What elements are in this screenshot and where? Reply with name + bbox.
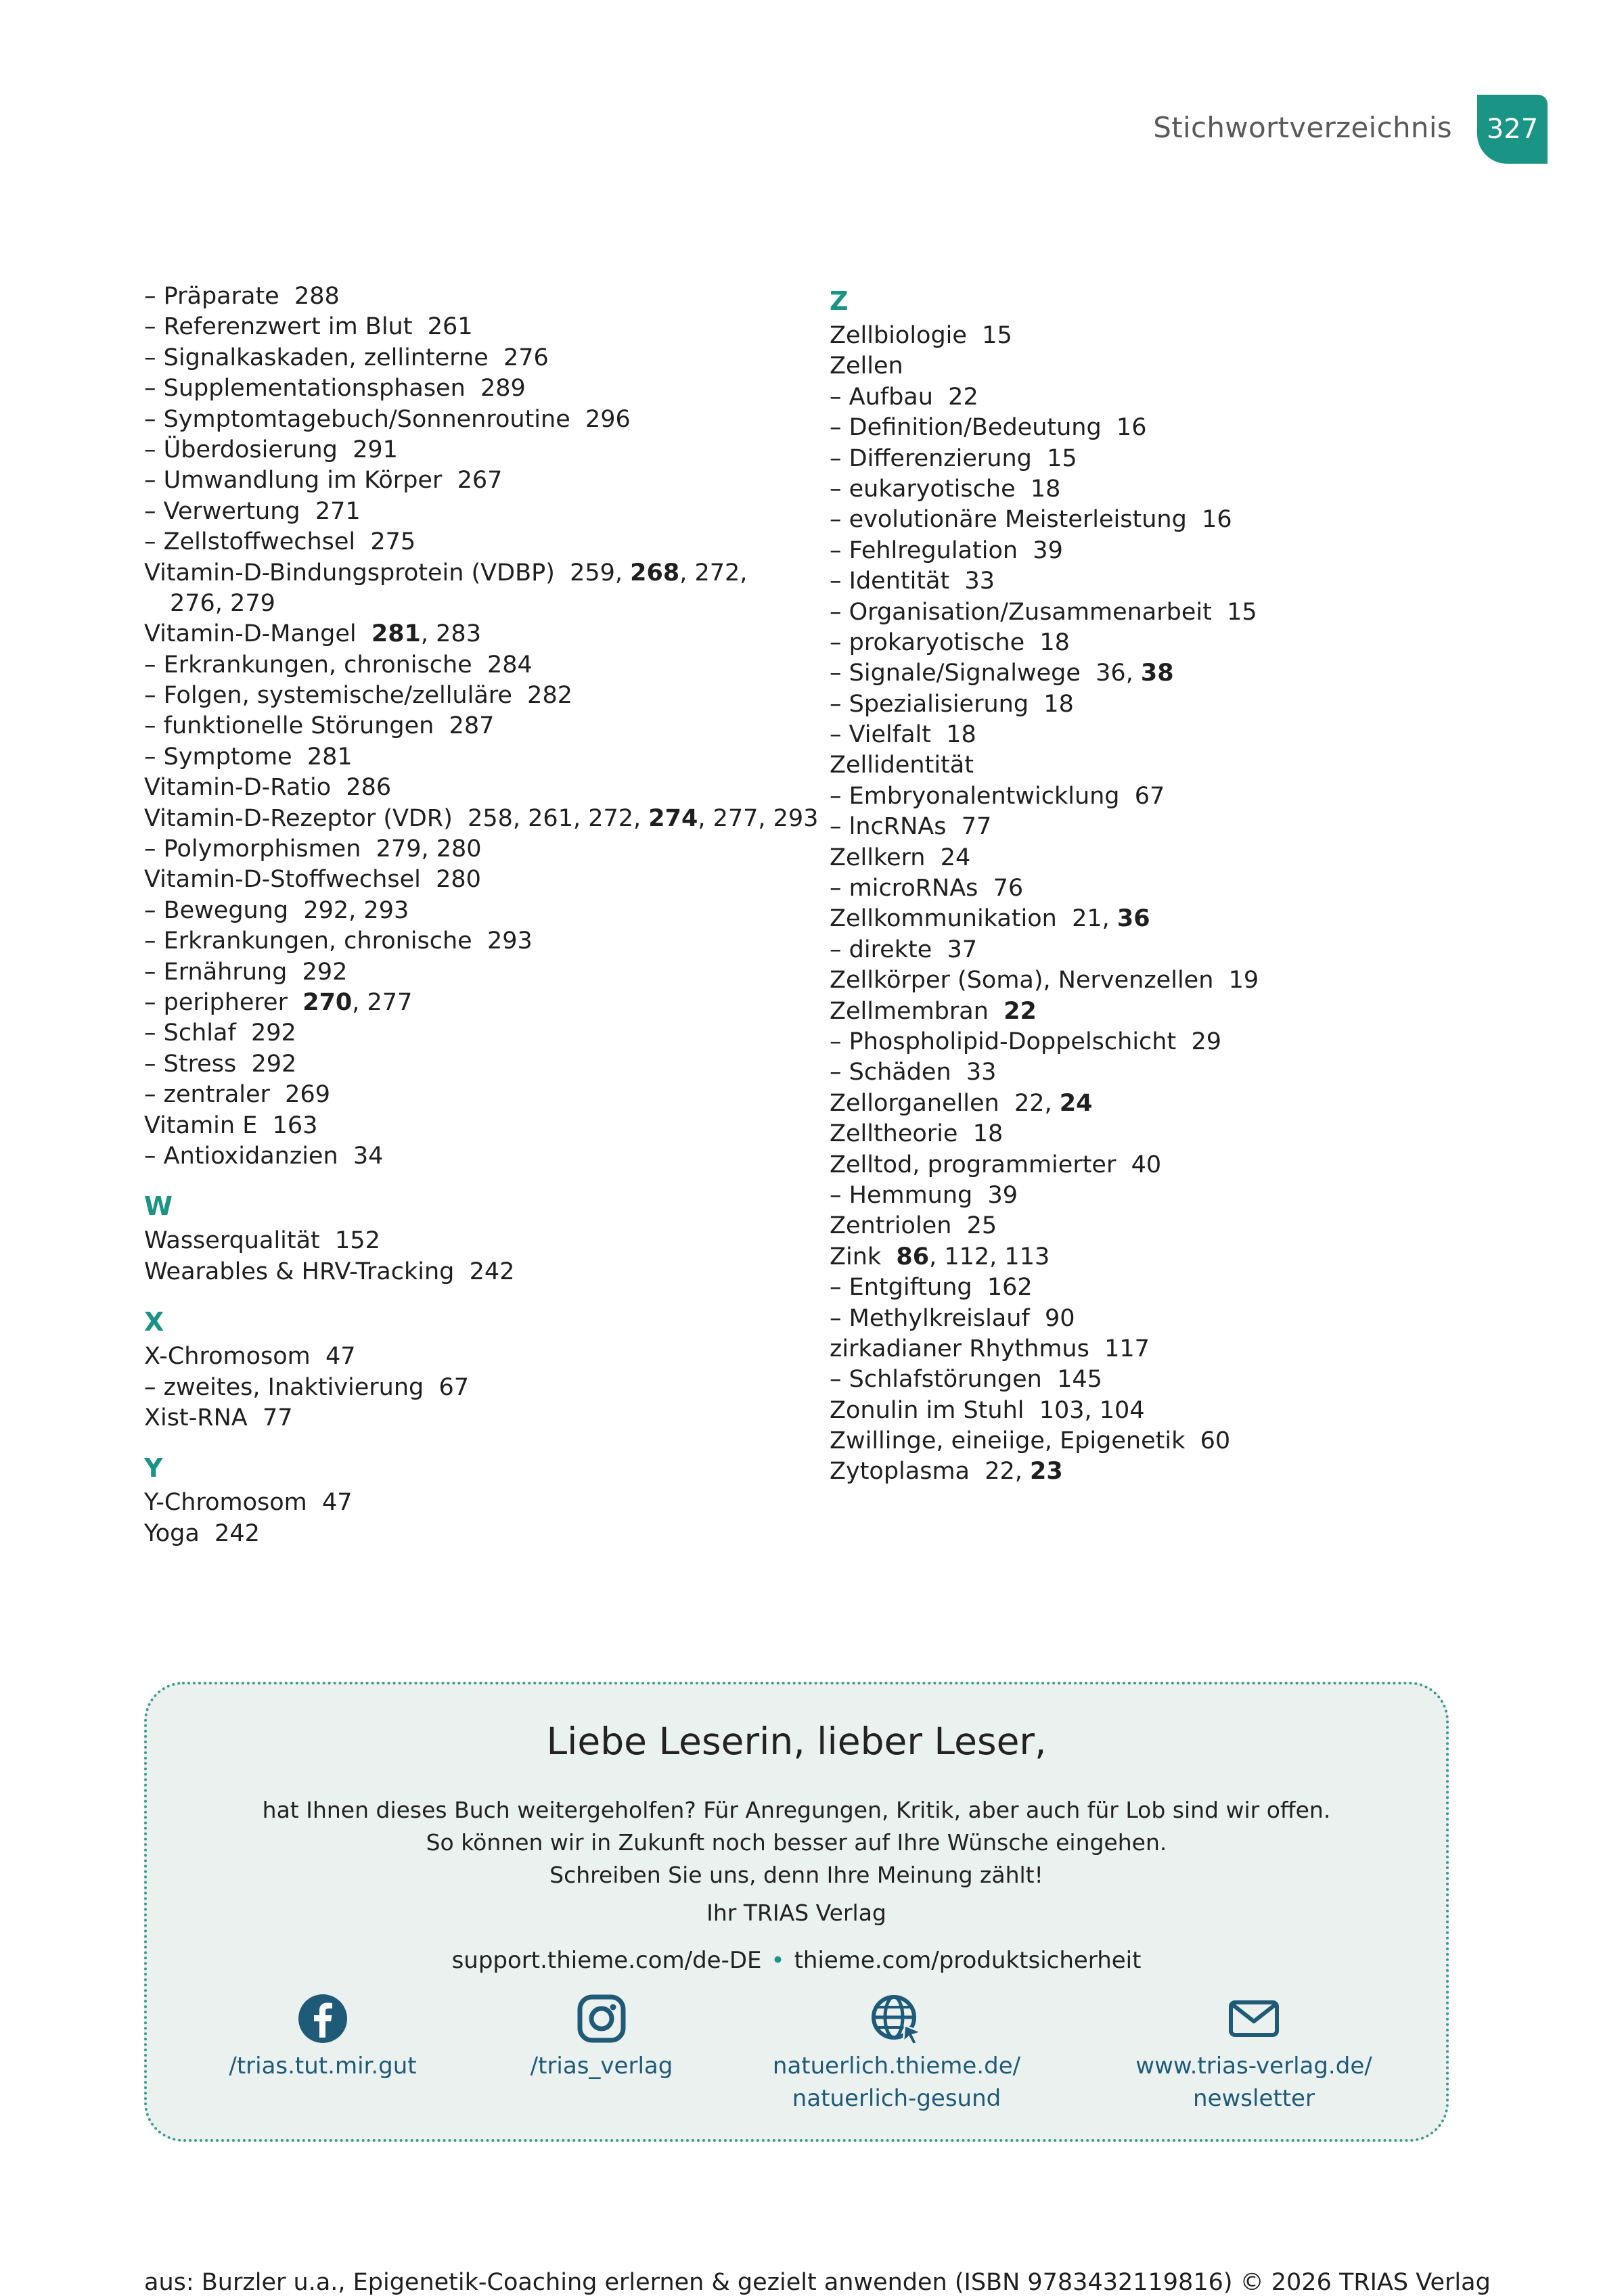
instagram-handle: /trias_verlag: [530, 2052, 673, 2080]
index-entry: [830, 597, 1479, 628]
index-entry-text: – Embryonalentwicklung 67: [830, 782, 1165, 810]
index-entry: [830, 505, 1479, 535]
index-column-left: [144, 281, 819, 1549]
index-entry-text: Zellkommunikation 21,: [830, 905, 1117, 933]
index-entry: [144, 988, 787, 1018]
index-entry-text: – Schlaf 292: [144, 1019, 296, 1047]
index-entry-text: Vitamin-D-Ratio 286: [144, 774, 392, 802]
index-entry: [144, 1141, 787, 1172]
index-entry: [144, 619, 787, 649]
index-entry-text: Zellen: [830, 352, 903, 380]
page-number-badge: 327: [1477, 95, 1548, 164]
index-entry-text: – Schäden 33: [830, 1059, 997, 1086]
index-entry-text: X-Chromosom 47: [144, 1343, 356, 1371]
index-entry-text: Wasserqualität 152: [144, 1227, 380, 1255]
index-entry: [830, 904, 1479, 934]
index-entry: [830, 1119, 1479, 1149]
index-entry: [830, 536, 1479, 566]
website-url-line-1: natuerlich.thieme.de/: [772, 2052, 1021, 2080]
index-entry: [144, 1403, 787, 1433]
reader-box-line-2: So können wir in Zukunft noch besser auf Ihre Wünsche eingehen.: [426, 1829, 1167, 1856]
index-entry: [830, 1088, 1479, 1119]
index-entry: [144, 865, 787, 895]
index-entry: [830, 1364, 1479, 1395]
index-entry-text: – Präparate 288: [144, 283, 340, 310]
index-entry-text: Vitamin-D-Rezeptor (VDR) 258, 261, 272,: [144, 804, 649, 832]
index-entry: [144, 1049, 787, 1080]
index-entry-text: Zentriolen 25: [830, 1212, 997, 1240]
mail-icon: [1227, 1993, 1281, 2044]
index-entry-more-pages: , 277, 293: [698, 804, 819, 832]
reader-box-line-3: Schreiben Sie uns, denn Ihre Meinung zählt!: [549, 1862, 1043, 1888]
index-entry: [830, 1304, 1479, 1334]
index-entry-text: Zellmembran: [830, 997, 1004, 1025]
index-entry-text: – Aufbau 22: [830, 383, 978, 411]
index-entry: [144, 681, 787, 711]
index-entry-main-page: 38: [1140, 660, 1174, 687]
index-entry-text: – Folgen, systemische/zelluläre 282: [144, 682, 572, 710]
index-entry-text: Vitamin-D-Mangel: [144, 620, 371, 648]
index-entry-text: – Supplementationsphasen 289: [144, 375, 526, 403]
index-entry-text: 276, 279: [170, 589, 275, 617]
index-entry: [144, 343, 787, 373]
index-entry-text: – Antioxidanzien 34: [144, 1142, 384, 1170]
index-entry-text: – Identität 33: [830, 568, 995, 595]
index-entry-text: – eukaryotische 18: [830, 475, 1061, 503]
index-letter-heading: X: [144, 1307, 164, 1337]
index-entry-text: – Schlafstörungen 145: [830, 1366, 1102, 1394]
reader-box-line-1: hat Ihnen dieses Buch weitergeholfen? Für Anregungen, Kritik, aber auch für Lob sind wir offen.: [262, 1797, 1331, 1823]
index-entry-text: – Entgiftung 162: [830, 1274, 1033, 1302]
index-entry-text: – Polymorphismen 279, 280: [144, 835, 482, 863]
index-entry-text: – peripherer: [144, 988, 303, 1016]
facebook-handle: /trias.tut.mir.gut: [229, 2052, 417, 2080]
newsletter-url-line-1: www.trias-verlag.de/: [1135, 2052, 1372, 2080]
index-entry-text: – Spezialisierung 18: [830, 690, 1074, 718]
index-entry: [830, 935, 1479, 965]
index-letter-heading: Z: [830, 286, 849, 316]
index-entry-text: Zellkörper (Soma), Nervenzellen 19: [830, 967, 1259, 994]
index-entry-text: Vitamin E 163: [144, 1111, 318, 1139]
index-entry-main-page: 268: [630, 559, 680, 587]
index-entry: [830, 873, 1479, 904]
index-entry-more-pages: , 272,: [679, 559, 748, 587]
index-entry-text: – Umwandlung im Körper 267: [144, 467, 503, 495]
index-entry-text: – Signalkaskaden, zellinterne 276: [144, 344, 549, 371]
index-entry: [144, 497, 787, 527]
index-entry: [144, 405, 787, 435]
index-entry: [830, 965, 1479, 996]
index-entry-main-page: 22: [1003, 997, 1037, 1025]
index-entry-main-page: 36: [1116, 905, 1150, 933]
index-entry-text: Zellkern 24: [830, 844, 971, 871]
index-entry: [830, 1426, 1479, 1456]
index-entry: [144, 312, 787, 342]
index-entry: [830, 1456, 1479, 1487]
running-header-title: Stichwortverzeichnis: [1153, 111, 1452, 144]
index-entry-main-page: 24: [1059, 1089, 1093, 1117]
index-entry: [144, 1488, 787, 1518]
index-entry: [830, 1150, 1479, 1180]
globe-icon: [870, 1993, 924, 2044]
index-entry-main-page: 274: [648, 804, 698, 832]
index-entry-text: Zellorganellen 22,: [830, 1089, 1060, 1117]
index-column-right: [830, 281, 1479, 1488]
index-entry: [830, 996, 1479, 1027]
index-entry: [830, 1211, 1479, 1241]
source-citation-footer: aus: Burzler u.a., Epigenetik-Coaching erlernen & gezielt anwenden (ISBN 9783432119816) © 2026 TRIAS Verlag: [144, 2269, 1491, 2296]
index-entry: [830, 1057, 1479, 1088]
index-entry-more-pages: , 112, 113: [929, 1243, 1050, 1270]
index-entry-main-page: 270: [302, 988, 353, 1016]
website-url-line-2: natuerlich-gesund: [792, 2085, 1001, 2112]
index-entry: [830, 1272, 1479, 1303]
index-entry: [830, 321, 1479, 351]
reader-box-signature: Ihr TRIAS Verlag: [706, 1900, 886, 1926]
website-link[interactable]: [754, 1993, 1039, 2115]
index-entry: [830, 750, 1479, 781]
index-entry: [144, 1373, 787, 1403]
index-entry: [830, 566, 1479, 597]
index-entry-text: Zellidentität: [830, 752, 974, 779]
index-entry-text: Zellbiologie 15: [830, 322, 1012, 349]
support-link[interactable]: support.thieme.com/de-DE: [451, 1947, 762, 1974]
index-entry: [830, 781, 1479, 812]
index-entry-text: Zink: [830, 1243, 897, 1270]
index-entry: [144, 1341, 787, 1372]
index-entry-text: – Ernährung 292: [144, 958, 348, 986]
index-entry-text: – Symptome 281: [144, 743, 353, 771]
index-entry: [144, 373, 787, 404]
index-entry-text: – Fehlregulation 39: [830, 536, 1063, 564]
index-entry-text: Y-Chromosom 47: [144, 1489, 353, 1517]
index-entry-text: – Bewegung 292, 293: [144, 896, 409, 924]
index-entry: [144, 465, 787, 496]
index-entry-text: – Erkrankungen, chronische 284: [144, 651, 533, 679]
index-entry-text: – Stress 292: [144, 1050, 297, 1078]
index-entry-text: – evolutionäre Meisterleistung 16: [830, 506, 1232, 534]
reader-box-text: [147, 1794, 1446, 1891]
index-entry: [830, 658, 1479, 689]
index-entry: [830, 1027, 1479, 1057]
index-letter-heading: W: [144, 1191, 173, 1222]
index-entry-text: – direkte 37: [830, 936, 978, 963]
index-entry: [144, 1111, 787, 1141]
index-entry-text: – Erkrankungen, chronische 293: [144, 927, 533, 955]
index-entry-text: – Überdosierung 291: [144, 436, 398, 463]
index-entry-more-pages: , 283: [420, 620, 481, 648]
index-entry: [144, 896, 787, 926]
index-entry: [830, 1180, 1479, 1211]
index-entry: [830, 474, 1479, 505]
index-entry: [144, 1519, 787, 1549]
index-entry-text: – Symptomtagebuch/Sonnenroutine 296: [144, 405, 631, 433]
newsletter-link[interactable]: [1112, 1993, 1396, 2115]
index-entry: [144, 834, 787, 865]
index-entry: [144, 435, 787, 465]
index-entry-text: Zelltod, programmierter 40: [830, 1151, 1162, 1178]
index-entry: [144, 957, 787, 988]
index-entry-text: – zweites, Inaktivierung 67: [144, 1373, 470, 1401]
reader-box-links: [147, 1947, 1446, 1974]
index-entry-text: – Signale/Signalwege 36,: [830, 660, 1141, 687]
index-entry-text: – zentraler 269: [144, 1081, 330, 1109]
index-entry-text: Wearables & HRV-Tracking 242: [144, 1258, 515, 1285]
index-entry: [830, 812, 1479, 842]
index-entry-text: – Verwertung 271: [144, 497, 361, 525]
index-entry-main-page: 86: [896, 1243, 930, 1270]
index-entry-text: Zelltheorie 18: [830, 1120, 1003, 1148]
reader-feedback-box: [144, 1682, 1449, 2142]
index-entry-text: – Hemmung 39: [830, 1181, 1018, 1209]
index-entry-text: Vitamin-D-Stoffwechsel 280: [144, 866, 481, 894]
index-entry: [144, 1080, 787, 1110]
newsletter-url-line-2: newsletter: [1193, 2085, 1315, 2112]
index-entry-text: – Referenzwert im Blut 261: [144, 313, 473, 341]
index-entry: [144, 589, 787, 619]
index-entry-text: zirkadianer Rhythmus 117: [830, 1335, 1150, 1362]
index-entry: [830, 444, 1479, 474]
index-entry-main-page: 23: [1030, 1458, 1063, 1486]
product-safety-link[interactable]: thieme.com/produktsicherheit: [794, 1947, 1142, 1974]
index-entry-text: – Vielfalt 18: [830, 721, 976, 749]
index-entry: [144, 926, 787, 957]
index-entry: [830, 843, 1479, 873]
index-entry: [144, 650, 787, 681]
index-entry: [830, 382, 1479, 413]
index-entry: [830, 628, 1479, 658]
index-entry: [830, 413, 1479, 443]
index-entry-text: Zwillinge, eineiige, Epigenetik 60: [830, 1427, 1231, 1455]
index-entry: [830, 689, 1479, 720]
index-entry-more-pages: , 277: [352, 988, 413, 1016]
index-entry: [830, 1396, 1479, 1426]
index-entry-text: Vitamin-D-Bindungsprotein (VDBP) 259,: [144, 559, 631, 587]
facebook-link[interactable]: [181, 1993, 465, 2082]
index-entry: [144, 281, 787, 312]
index-entry: [144, 742, 787, 773]
index-entry: [144, 804, 819, 834]
index-entry-text: – Zellstoffwechsel 275: [144, 528, 416, 556]
index-entry: [830, 351, 1479, 382]
index-entry-text: – Organisation/Zusammenarbeit 15: [830, 598, 1257, 626]
index-entry-main-page: 281: [371, 620, 421, 648]
index-entry: [144, 558, 787, 589]
index-entry-text: Yoga 242: [144, 1519, 260, 1547]
index-entry: [830, 720, 1479, 750]
index-entry-text: – Definition/Bedeutung 16: [830, 414, 1147, 442]
index-entry-text: – prokaryotische 18: [830, 628, 1070, 656]
index-entry: [144, 1257, 787, 1287]
index-entry-text: Xist-RNA 77: [144, 1404, 293, 1431]
index-entry-text: – funktionelle Störungen 287: [144, 712, 495, 740]
index-entry-text: – Methylkreislauf 90: [830, 1304, 1075, 1332]
index-entry: [144, 527, 787, 557]
facebook-icon: [297, 1993, 348, 2044]
reader-box-heading: Liebe Leserin, lieber Leser,: [546, 1720, 1047, 1763]
index-entry: [144, 711, 787, 741]
index-entry-text: – Phospholipid-Doppelschicht 29: [830, 1028, 1221, 1055]
index-letter-heading: Y: [144, 1453, 163, 1484]
index-entry: [830, 1242, 1479, 1272]
link-separator: •: [771, 1947, 785, 1974]
instagram-icon: [576, 1993, 627, 2044]
index-entry-text: Zytoplasma 22,: [830, 1458, 1031, 1486]
index-entry-text: – lncRNAs 77: [830, 813, 992, 841]
instagram-link[interactable]: [459, 1993, 744, 2082]
index-entry-text: – Differenzierung 15: [830, 444, 1077, 472]
index-entry: [144, 1226, 787, 1256]
index-entry: [830, 1334, 1479, 1364]
index-entry: [144, 773, 787, 803]
index-entry: [144, 1018, 787, 1049]
index-entry-text: – microRNAs 76: [830, 875, 1024, 902]
index-entry-text: Zonulin im Stuhl 103, 104: [830, 1396, 1145, 1424]
